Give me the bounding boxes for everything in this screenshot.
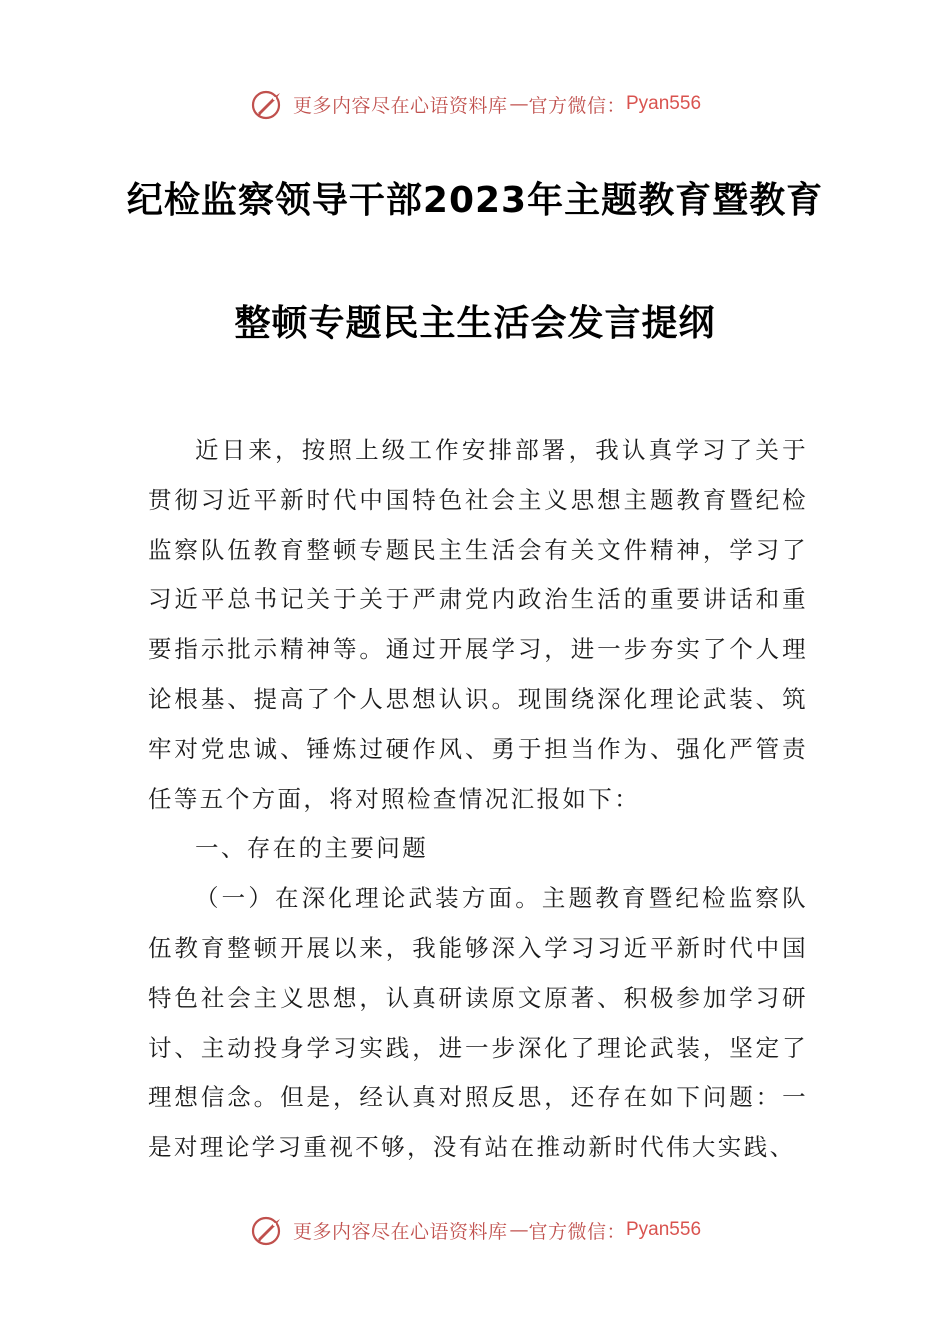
watermark-contact: Pyan556	[626, 93, 702, 114]
watermark-dash: —	[509, 93, 527, 115]
paragraph-intro: 近日来，按照上级工作安排部署，我认真学习了关于贯彻习近平新时代中国特色社会主义思想主题教育暨纪检监察队伍教育整顿专题民主生活会有关文件精神，学习了习近平总书记关于关于严肃党内政治生活的重要讲话和重要指示批示精神等。通过开展学习，进一步夯实了个人理论根基、提高了个人思想认识。现围绕深化理论武装、筑牢对党忠诚、锤炼过硬作风、勇于担当作为、强化严管责任等五个方面，将对照检查情况汇报如下：	[148, 436, 808, 813]
watermark-dash: —	[509, 1219, 527, 1241]
watermark-site-text: 更多内容尽在心语资料库	[292, 94, 508, 117]
watermark-wechat-label: 官方微信：	[528, 94, 626, 117]
watermark-header	[0, 82, 950, 126]
section-heading: 一、存在的主要问题	[195, 834, 429, 863]
pen-nib-icon	[249, 1210, 289, 1250]
paragraph-theory: （一）在深化理论武装方面。主题教育暨纪检监察队伍教育整顿开展以来，我能够深入学习习近平新时代中国特色社会主义思想，认真研读原文原著、积极参加学习研讨、主动投身学习实践，进一步深化了理论武装，坚定了理想信念。但是，经认真对照反思，还存在如下问题：一是对理论学习重视不够，没有站在推动新时代伟大实践、	[148, 884, 808, 1162]
watermark-footer	[0, 1208, 950, 1252]
watermark-wechat-label: 官方微信：	[528, 1220, 626, 1243]
watermark-site-text: 更多内容尽在心语资料库	[292, 1220, 508, 1243]
watermark-contact: Pyan556	[626, 1219, 702, 1240]
document-title-line-1: 纪检监察领导干部2023年主题教育暨教育	[126, 180, 824, 221]
pen-nib-icon	[249, 84, 289, 124]
document-title-line-2: 整顿专题民主生活会发言提纲	[234, 303, 716, 344]
document-body	[148, 426, 808, 1173]
